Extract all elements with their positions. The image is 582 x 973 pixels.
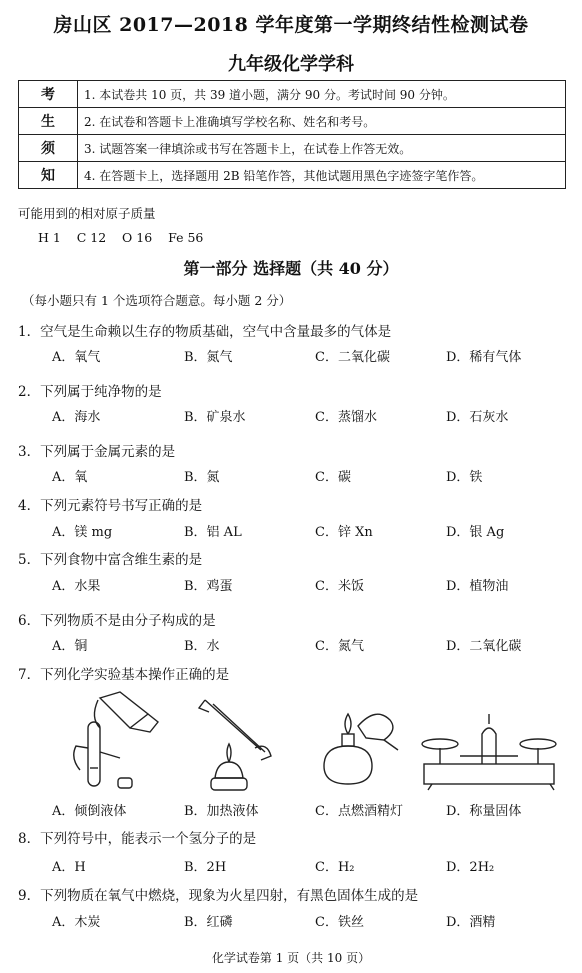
question-option: A．镁 mg [52,525,113,540]
page-footer: 化学试卷第 1 页（共 10 页） [211,951,371,965]
subject-title: 九年级化学学科 [228,54,354,75]
question-option: A．氧 [52,470,88,485]
question-stem: 9．下列物质在氧气中燃烧，现象为火星四射，有黑色固体生成的是 [18,888,419,904]
question-option: B．矿泉水 [184,410,246,425]
question-option: D．铁 [446,470,483,485]
question-option: B．氮气 [184,350,233,365]
question-stem: 7．下列化学实验基本操作正确的是 [18,667,230,683]
question-option: D．二氧化碳 [446,639,522,654]
question-option: A．铜 [52,639,88,654]
question-stem: 6．下列物质不是由分子构成的是 [18,613,216,629]
question-option: B．水 [184,639,220,654]
question-stem: 4．下列元素符号书写正确的是 [18,498,203,514]
question-option: C．碳 [315,470,351,485]
question-option: C．氮气 [315,639,364,654]
question-option: A．海水 [52,410,101,425]
question-option: C．二氧化碳 [315,350,390,365]
light-alcohol-lamp-illustration [318,696,408,796]
pour-liquid-illustration [60,688,172,794]
question-option: D．2H₂ [446,860,495,875]
question-stem: 8．下列符号中，能表示一个氢分子的是 [18,831,257,847]
exam-title: 房山区 2017—2018 学年度第一学期终结性检测试卷 [53,14,529,36]
question-option: C．点燃酒精灯 [315,804,403,819]
question-option: C．米饭 [315,579,364,594]
notice-label: 生 [19,108,78,135]
question-option: D．植物油 [446,579,509,594]
question-stem: 2．下列属于纯净物的是 [18,384,162,400]
question-option: A．氧气 [52,350,101,365]
notice-label: 考 [19,81,78,108]
question-option: B．铝 AL [184,525,242,540]
question-option: B．鸡蛋 [184,579,233,594]
notice-item: 2. 在试卷和答题卡上准确填写学校名称、姓名和考号。 [78,108,566,135]
question-option: B．2H [184,860,227,875]
notice-label: 知 [19,162,78,189]
part1-title: 第一部分 选择题（共 40 分） [183,259,399,278]
question-option: D．称量固体 [446,804,522,819]
question-option: D．银 Ag [446,525,505,540]
question-option: A．水果 [52,579,101,594]
question-stem: 3．下列属于金属元素的是 [18,444,176,460]
question-option: C．锌 Xn [315,525,373,540]
question-option: C．蒸馏水 [315,410,377,425]
notice-item: 4. 在答题卡上，选择题用 2B 铅笔作答，其他试题用黑色字迹签字笔作答。 [78,162,566,189]
question-option: B．氮 [184,470,220,485]
question-option: B．红磷 [184,915,233,930]
atomic-mass-values: H 1 C 12 O 16 Fe 56 [38,230,204,245]
question-option: A．倾倒液体 [52,804,127,819]
question-option: C．铁丝 [315,915,364,930]
notice-label: 须 [19,135,78,162]
question-option: D．稀有气体 [446,350,522,365]
question-stem: 5．下列食物中富含维生素的是 [18,552,203,568]
notice-table [18,80,566,189]
part1-instruction: （每小题只有 1 个选项符合题意。每小题 2 分） [22,293,292,308]
notice-item: 3. 试题答案一律填涂或书写在答题卡上，在试卷上作答无效。 [78,135,566,162]
atomic-mass-title: 可能用到的相对原子质量 [18,206,156,221]
notice-item: 1. 本试卷共 10 页，共 39 道小题，满分 90 分。考试时间 90 分钟。 [78,81,566,108]
question-option: A．H [52,860,86,875]
weigh-solid-balance-illustration [420,712,558,792]
question-option: A．木炭 [52,915,101,930]
question-stem: 1．空气是生命赖以生存的物质基础，空气中含量最多的气体是 [18,324,392,340]
heat-liquid-illustration [195,690,275,796]
question-option: D．石灰水 [446,410,509,425]
question-option: B．加热液体 [184,804,259,819]
question-option: C．H₂ [315,860,355,875]
question-option: D．酒精 [446,915,496,930]
